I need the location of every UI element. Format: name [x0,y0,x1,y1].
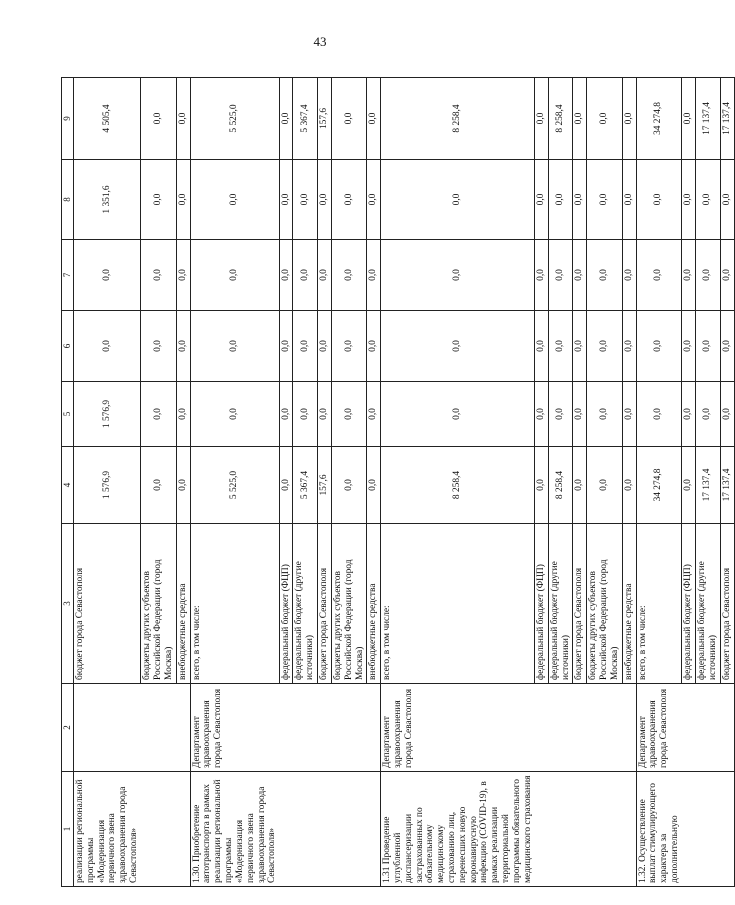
executor-cell [535,684,549,772]
amount-cell: 0,0 [367,311,381,382]
amount-cell: 0,0 [548,240,573,311]
amount-cell: 157,6 [318,447,332,524]
amount-cell: 0,0 [548,311,573,382]
amount-cell: 0,0 [622,311,636,382]
amount-cell: 0,0 [622,240,636,311]
funding-source-cell: федеральный бюджет (ФЦП) [682,524,696,684]
amount-cell: 5 525,0 [190,447,279,524]
amount-cell: 0,0 [381,382,535,447]
amount-cell: 0,0 [190,311,279,382]
table-row [622,78,636,887]
amount-cell: 0,0 [318,311,332,382]
amount-cell: 0,0 [535,311,549,382]
amount-cell: 0,0 [190,240,279,311]
amount-cell: 0,0 [381,160,535,240]
amount-cell: 0,0 [176,311,190,382]
amount-cell: 8 258,4 [548,78,573,160]
amount-cell: 0,0 [331,311,366,382]
amount-cell: 0,0 [587,160,622,240]
column-number: 9 [62,78,74,160]
executor-cell [573,684,587,772]
table-row [548,78,573,887]
amount-cell: 8 258,4 [381,447,535,524]
executor-cell [587,684,622,772]
measure-cell [141,772,176,887]
amount-cell: 0,0 [720,160,734,240]
funding-source-cell: внебюджетные средства [176,524,190,684]
funding-source-cell: федеральный бюджет (другие источники) [293,524,318,684]
executor-cell [74,684,141,772]
amount-cell: 4 505,4 [74,78,141,160]
column-number: 2 [62,684,74,772]
amount-cell: 8 258,4 [548,447,573,524]
table-row [696,78,721,887]
table-row [381,78,535,887]
table-row [293,78,318,887]
amount-cell: 0,0 [279,447,293,524]
executor-cell [622,684,636,772]
funding-source-cell: федеральный бюджет (ФЦП) [279,524,293,684]
amount-cell: 0,0 [331,240,366,311]
executor-cell [293,684,318,772]
amount-cell: 0,0 [279,78,293,160]
executor-cell [279,684,293,772]
amount-cell: 0,0 [367,160,381,240]
amount-cell: 0,0 [141,447,176,524]
table-row [573,78,587,887]
executor-cell: Департамент здравоохранения города Севастополя [381,684,535,772]
amount-cell: 0,0 [176,382,190,447]
funding-source-cell: всего, в том числе: [190,524,279,684]
funding-source-cell: всего, в том числе: [636,524,682,684]
amount-cell: 0,0 [535,160,549,240]
amount-cell: 8 258,4 [381,78,535,160]
executor-cell: Департамент здравоохранения города Севастополя [636,684,682,772]
funding-source-cell: всего, в том числе: [381,524,535,684]
amount-cell: 0,0 [696,160,721,240]
amount-cell: 0,0 [293,311,318,382]
amount-cell: 0,0 [381,240,535,311]
amount-cell: 34 274,8 [636,78,682,160]
executor-cell [548,684,573,772]
amount-cell: 0,0 [293,240,318,311]
table-row [190,78,279,887]
amount-cell: 0,0 [141,311,176,382]
amount-cell: 0,0 [636,382,682,447]
funding-source-cell: федеральный бюджет (другие источники) [548,524,573,684]
amount-cell: 0,0 [331,447,366,524]
measure-cell [535,772,549,887]
amount-cell: 0,0 [587,311,622,382]
amount-cell: 0,0 [141,240,176,311]
executor-cell [176,684,190,772]
table-row [367,78,381,887]
table-row [587,78,622,887]
amount-cell: 0,0 [548,160,573,240]
table-row [720,78,734,887]
executor-cell [682,684,696,772]
table-row [279,78,293,887]
funding-source-cell: федеральный бюджет (другие источники) [696,524,721,684]
header-row [62,78,74,887]
amount-cell: 0,0 [636,240,682,311]
measure-cell [318,772,332,887]
column-number: 7 [62,240,74,311]
amount-cell: 0,0 [573,240,587,311]
amount-cell: 0,0 [141,382,176,447]
amount-cell: 1 576,9 [74,447,141,524]
amount-cell: 17 137,4 [696,78,721,160]
amount-cell: 0,0 [74,240,141,311]
amount-cell: 0,0 [587,382,622,447]
measure-cell: реализации региональной программы «Модернизация первичного звена здравоохранения города Севастополя» [74,772,141,887]
amount-cell: 0,0 [141,160,176,240]
amount-cell: 0,0 [318,382,332,447]
executor-cell [318,684,332,772]
amount-cell: 0,0 [176,78,190,160]
measure-cell [367,772,381,887]
amount-cell: 0,0 [622,447,636,524]
amount-cell: 0,0 [176,160,190,240]
table-row [74,78,141,887]
executor-cell: Департамент здравоохранения города Севастополя [190,684,279,772]
funding-source-cell: бюджеты других субъектов Российской Федерации (город Москва) [587,524,622,684]
measure-cell [622,772,636,887]
amount-cell: 0,0 [720,311,734,382]
table-row [318,78,332,887]
amount-cell: 0,0 [535,78,549,160]
measure-cell [720,772,734,887]
amount-cell: 0,0 [331,382,366,447]
amount-cell: 0,0 [573,447,587,524]
column-number: 3 [62,524,74,684]
amount-cell: 0,0 [367,78,381,160]
amount-cell: 0,0 [176,240,190,311]
amount-cell: 0,0 [622,382,636,447]
amount-cell: 0,0 [331,78,366,160]
amount-cell: 0,0 [636,160,682,240]
measure-cell [279,772,293,887]
measure-cell: 1.31 Проведение углубленной диспансеризации застрахованных по обязательному медицинскому страхованию лиц, перенесших новую коронавирусную инфекцию (COVID-19), в рамках реализации территориальной программы обязательного медицинского страхования [381,772,535,887]
amount-cell: 0,0 [535,382,549,447]
measure-cell: 1.32. Осуществление выплат стимулирующего характера за дополнительную [636,772,682,887]
amount-cell: 0,0 [720,240,734,311]
amount-cell: 0,0 [331,160,366,240]
table-row [535,78,549,887]
amount-cell: 0,0 [720,382,734,447]
funding-source-cell: внебюджетные средства [367,524,381,684]
amount-cell: 0,0 [696,382,721,447]
funding-source-cell: бюджет города Севастополя [74,524,141,684]
amount-cell: 0,0 [279,382,293,447]
amount-cell: 34 274,8 [636,447,682,524]
measure-cell [293,772,318,887]
amount-cell: 0,0 [622,160,636,240]
amount-cell: 1 351,6 [74,160,141,240]
amount-cell: 5 525,0 [190,78,279,160]
rotated-table-container [61,78,732,887]
amount-cell: 0,0 [176,447,190,524]
funding-source-cell: внебюджетные средства [622,524,636,684]
executor-cell [141,684,176,772]
amount-cell: 0,0 [636,311,682,382]
measure-cell [696,772,721,887]
column-number: 4 [62,447,74,524]
funding-source-cell: федеральный бюджет (ФЦП) [535,524,549,684]
measure-cell [587,772,622,887]
column-number: 1 [62,772,74,887]
amount-cell: 1 576,9 [74,382,141,447]
funding-source-cell: бюджет города Севастополя [318,524,332,684]
amount-cell: 0,0 [696,311,721,382]
funding-source-cell: бюджет города Севастополя [720,524,734,684]
executor-cell [720,684,734,772]
amount-cell: 0,0 [141,78,176,160]
amount-cell: 0,0 [682,311,696,382]
table-row [331,78,366,887]
table-row [176,78,190,887]
amount-cell: 17 137,4 [720,78,734,160]
amount-cell: 17 137,4 [720,447,734,524]
executor-cell [367,684,381,772]
amount-cell: 0,0 [190,160,279,240]
executor-cell [696,684,721,772]
amount-cell: 0,0 [682,78,696,160]
amount-cell: 0,0 [682,240,696,311]
table-row [682,78,696,887]
column-number: 6 [62,311,74,382]
amount-cell: 0,0 [279,160,293,240]
amount-cell: 0,0 [573,382,587,447]
amount-cell: 0,0 [74,311,141,382]
amount-cell: 0,0 [293,160,318,240]
amount-cell: 0,0 [682,382,696,447]
funding-source-cell: бюджеты других субъектов Российской Федерации (город Москва) [141,524,176,684]
column-number: 5 [62,382,74,447]
amount-cell: 0,0 [587,447,622,524]
amount-cell: 157,6 [318,78,332,160]
amount-cell: 0,0 [293,382,318,447]
page-number: 43 [313,34,327,49]
amount-cell: 0,0 [548,382,573,447]
executor-cell [331,684,366,772]
amount-cell: 0,0 [573,311,587,382]
amount-cell: 0,0 [279,311,293,382]
amount-cell: 5 367,4 [293,78,318,160]
measure-cell [548,772,573,887]
amount-cell: 0,0 [573,160,587,240]
table-row [141,78,176,887]
table-row [636,78,682,887]
amount-cell: 0,0 [318,240,332,311]
amount-cell: 0,0 [573,78,587,160]
amount-cell: 0,0 [587,78,622,160]
amount-cell: 0,0 [682,160,696,240]
measure-cell [331,772,366,887]
amount-cell: 0,0 [367,447,381,524]
amount-cell: 17 137,4 [696,447,721,524]
amount-cell: 0,0 [279,240,293,311]
amount-cell: 0,0 [367,382,381,447]
amount-cell: 0,0 [696,240,721,311]
amount-cell: 0,0 [682,447,696,524]
amount-cell: 0,0 [535,447,549,524]
measure-cell [573,772,587,887]
amount-cell: 5 367,4 [293,447,318,524]
amount-cell: 0,0 [622,78,636,160]
funding-source-cell: бюджет города Севастополя [573,524,587,684]
funding-table [61,77,735,887]
measure-cell: 1.30. Приобретение автотранспорта в рамках реализации региональной программы «Модернизация первичного звена здравоохранения города Севастополя» [190,772,279,887]
amount-cell: 0,0 [318,160,332,240]
amount-cell: 0,0 [381,311,535,382]
measure-cell [176,772,190,887]
amount-cell: 0,0 [190,382,279,447]
amount-cell: 0,0 [535,240,549,311]
amount-cell: 0,0 [367,240,381,311]
measure-cell [682,772,696,887]
amount-cell: 0,0 [587,240,622,311]
column-number: 8 [62,160,74,240]
funding-source-cell: бюджеты других субъектов Российской Федерации (город Москва) [331,524,366,684]
